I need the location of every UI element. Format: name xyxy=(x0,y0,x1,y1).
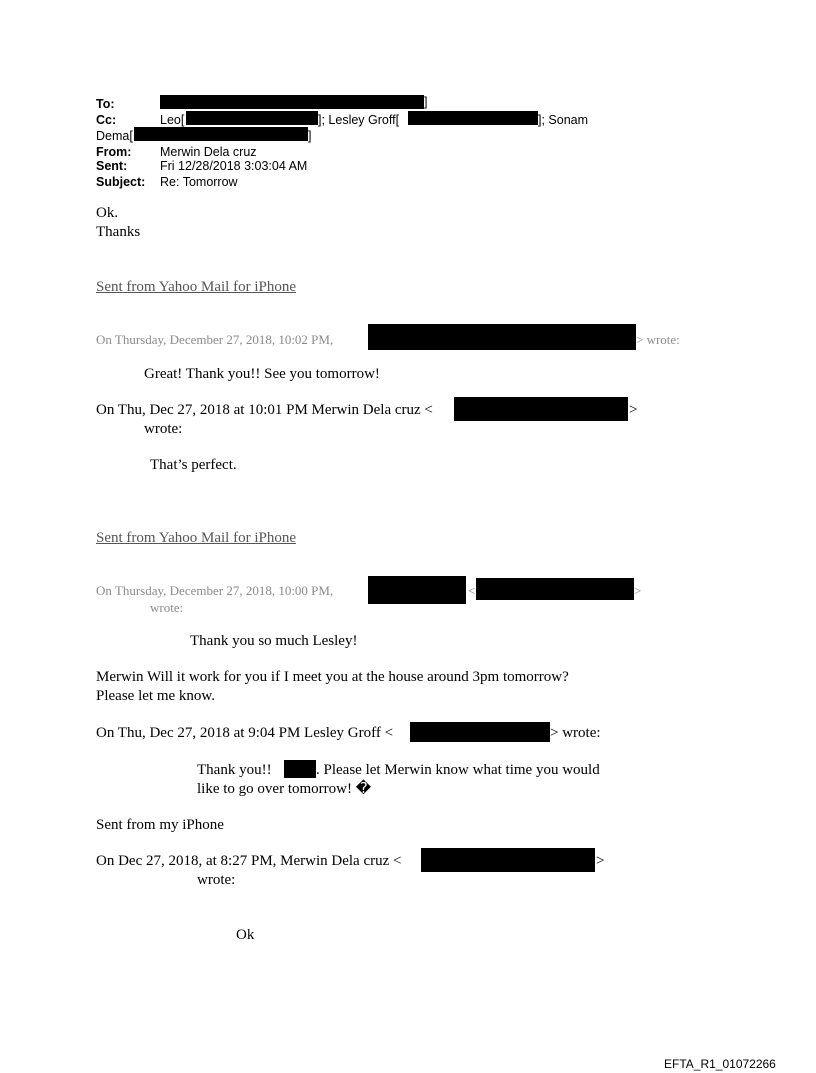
cc-close-bracket: ] xyxy=(308,129,312,143)
merwin-line-2: Please let me know. xyxy=(96,688,215,704)
quote1-text: Great! Thank you!! See you tomorrow! xyxy=(144,366,380,382)
subject-label: Subject: xyxy=(96,175,146,189)
redacted-block xyxy=(454,397,628,421)
signature-link-1[interactable]: Sent from Yahoo Mail for iPhone xyxy=(96,279,296,295)
cc-lesley: ]; Lesley Groff[ xyxy=(318,113,400,127)
to-bracket: ] xyxy=(424,95,428,109)
redacted-block xyxy=(284,760,316,778)
quote1-end: > wrote: xyxy=(636,332,680,347)
redacted-block xyxy=(476,578,634,600)
quote4-end: > wrote: xyxy=(550,725,601,741)
quote2-intro: On Thu, Dec 27, 2018 at 10:01 PM Merwin Dela cruz < xyxy=(96,402,433,418)
redacted-block xyxy=(368,324,636,350)
quote2-wrote: wrote: xyxy=(144,421,183,437)
cc-sonam: ]; Sonam xyxy=(538,113,589,127)
quote2-text: That’s perfect. xyxy=(150,457,237,473)
body-ok: Ok. xyxy=(96,205,119,221)
subject-value: Re: Tomorrow xyxy=(160,175,238,189)
redacted-block xyxy=(408,111,538,125)
quote2-end: > xyxy=(629,402,638,418)
quote3-text: Thank you so much Lesley! xyxy=(190,633,358,649)
redacted-block xyxy=(421,848,595,872)
redacted-block xyxy=(160,95,424,109)
cc-leo: Leo[ xyxy=(160,113,185,127)
quote5-wrote: wrote: xyxy=(197,872,236,888)
quote3-wrote: wrote: xyxy=(150,600,184,615)
sent-label: Sent: xyxy=(96,159,128,173)
quote5-text: Ok xyxy=(236,927,255,943)
quote4-text-b: . Please let Merwin know what time you would xyxy=(316,762,600,778)
quote1-intro: On Thursday, December 27, 2018, 10:02 PM, xyxy=(96,332,334,347)
quote3-intro: On Thursday, December 27, 2018, 10:00 PM, xyxy=(96,583,334,598)
redacted-block xyxy=(186,111,318,125)
from-label: From: xyxy=(96,145,132,159)
quote4-text-a: Thank you!! xyxy=(197,762,272,778)
cc-dema: Dema[ xyxy=(96,129,133,143)
quote4-text-c: like to go over tomorrow! � xyxy=(197,781,372,797)
bates-number: EFTA_R1_01072266 xyxy=(664,1057,776,1071)
signature-text-3: Sent from my iPhone xyxy=(96,817,224,833)
quote3-gt: > xyxy=(634,583,642,598)
quote5-end: > xyxy=(596,853,605,869)
from-value: Merwin Dela cruz xyxy=(160,145,257,159)
quote5-intro: On Dec 27, 2018, at 8:27 PM, Merwin Dela cruz < xyxy=(96,853,402,869)
redacted-block xyxy=(368,576,466,604)
redacted-block xyxy=(134,127,308,141)
body-thanks: Thanks xyxy=(96,224,141,240)
redacted-block xyxy=(410,722,550,742)
sent-value: Fri 12/28/2018 3:03:04 AM xyxy=(160,159,308,173)
cc-label: Cc: xyxy=(96,113,117,127)
quote3-lt: < xyxy=(468,583,476,598)
merwin-line-1: Merwin Will it work for you if I meet you at the house around 3pm tomorrow? xyxy=(96,669,569,685)
to-label: To: xyxy=(96,97,115,111)
quote4-intro: On Thu, Dec 27, 2018 at 9:04 PM Lesley Groff < xyxy=(96,725,394,741)
signature-link-2[interactable]: Sent from Yahoo Mail for iPhone xyxy=(96,530,296,546)
